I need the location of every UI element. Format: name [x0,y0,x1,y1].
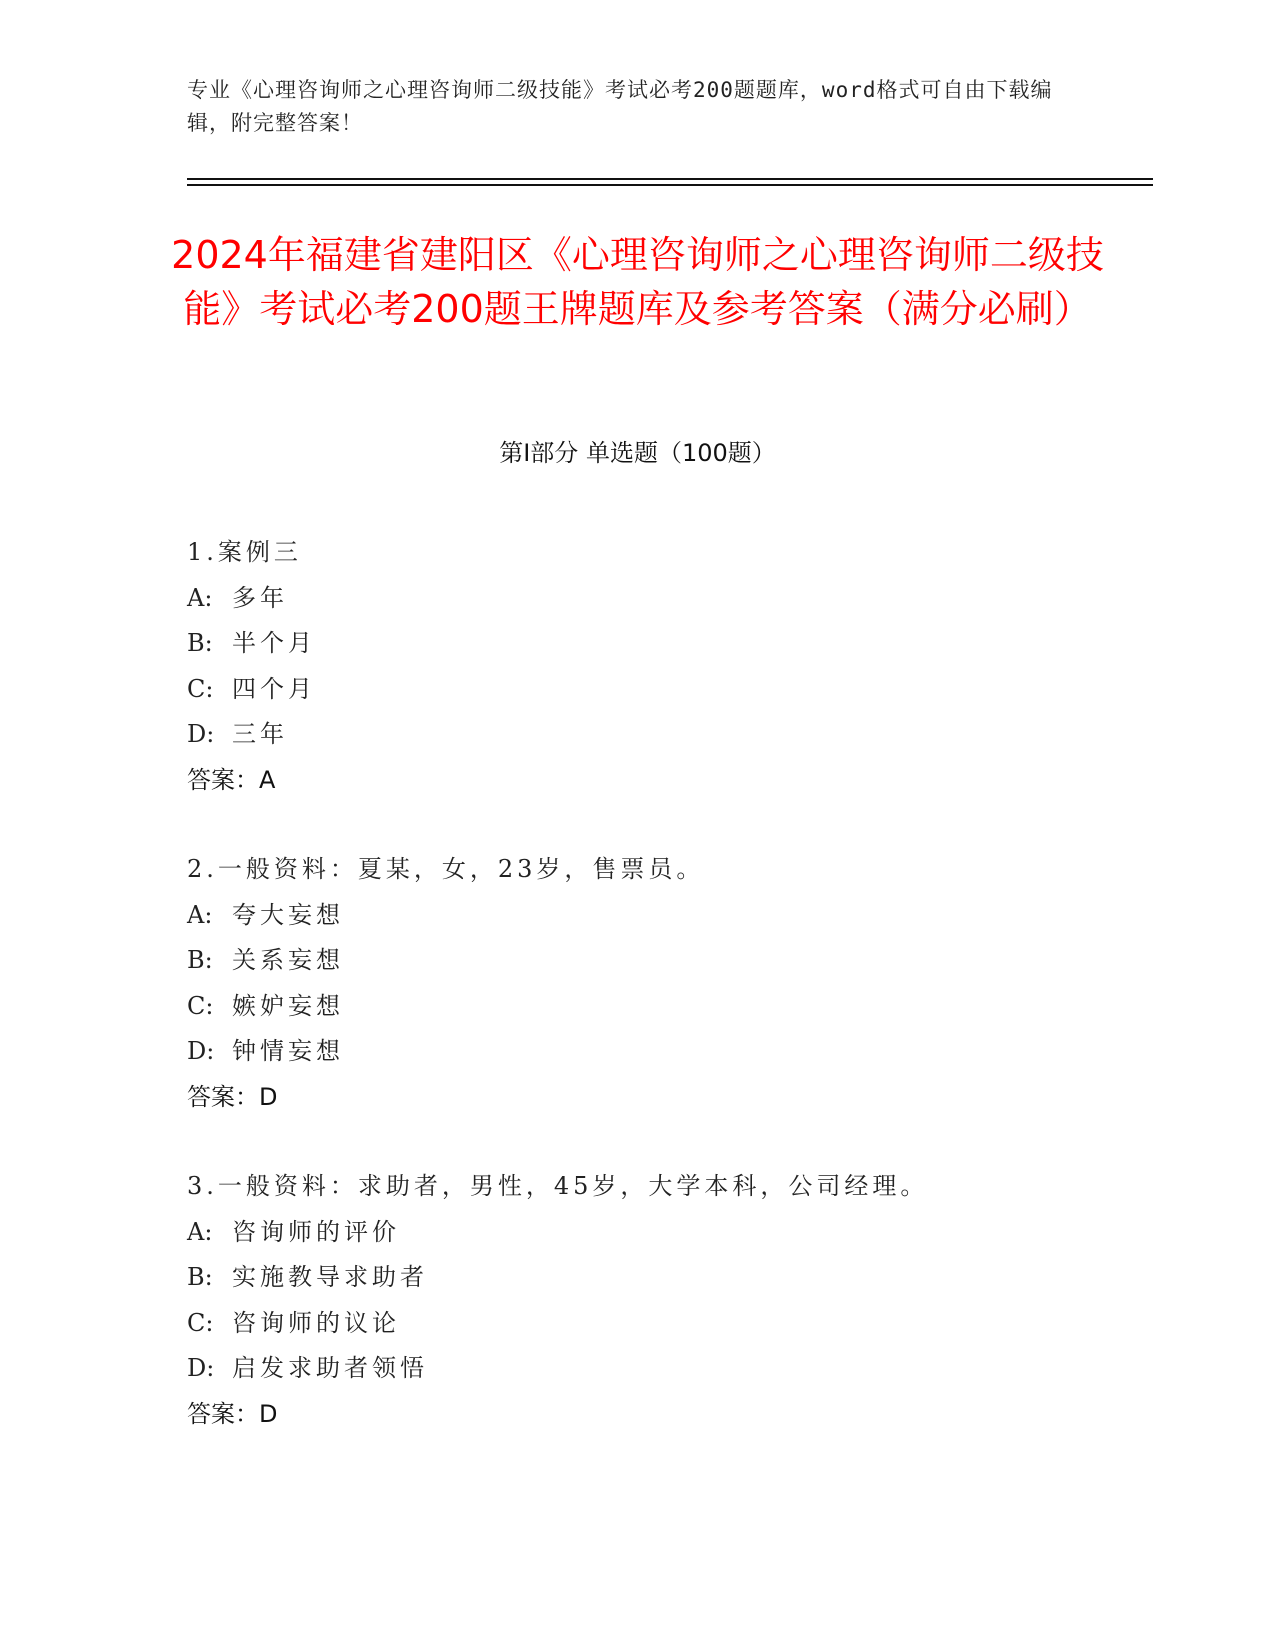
document-title: 2024年福建省建阳区《心理咨询师之心理咨询师二级技能》考试必考200题王牌题库及参考答案（满分必刷） [171,233,1104,331]
option-a [187,576,1147,622]
option-key: D: [187,1354,215,1382]
header-note: 专业《心理咨询师之心理咨询师二级技能》考试必考200题题库，word格式可自由下载编辑，附完整答案！ [187,78,1053,135]
option-key: A: [187,583,213,612]
answer-line: 答案：D [187,1082,278,1111]
option-key: B: [187,1263,213,1291]
option-text: 夸大妄想 [232,900,344,929]
option-text: 多年 [232,583,288,612]
question-3 [187,1164,1147,1437]
option-c [187,984,1147,1030]
option-d [187,712,1147,758]
option-text: 半个月 [232,629,316,657]
option-key: C: [187,991,214,1020]
option-key: B: [187,946,213,974]
option-text: 嫉妒妄想 [232,991,344,1020]
question-2 [187,847,1147,1120]
option-text: 关系妄想 [232,946,344,974]
option-b [187,1255,1147,1301]
option-key: C: [187,674,214,703]
answer-line: 答案：D [187,1399,278,1428]
header-rule-top [187,178,1153,180]
header-rule-bottom [187,184,1153,186]
option-key: A: [187,900,213,929]
option-c [187,667,1147,713]
option-a [187,893,1147,939]
question-1 [187,530,1147,803]
question-list [187,530,1147,1481]
option-a [187,1210,1147,1256]
answer-line: 答案：A [187,765,276,794]
question-stem: 2.一般资料：夏某，女，23岁，售票员。 [187,855,705,883]
option-d [187,1346,1147,1392]
option-text: 咨询师的评价 [232,1217,400,1246]
option-text: 四个月 [232,674,316,703]
option-text: 咨询师的议论 [232,1308,400,1337]
option-b [187,938,1147,984]
section-heading: 第Ⅰ部分 单选题（100题） [499,439,776,467]
option-key: B: [187,629,213,657]
option-text: 三年 [232,720,288,748]
option-key: D: [187,720,215,748]
option-key: C: [187,1308,214,1337]
option-text: 启发求助者领悟 [232,1354,428,1382]
option-key: D: [187,1037,215,1065]
option-key: A: [187,1217,213,1246]
question-stem: 1.案例三 [187,538,302,566]
option-d [187,1029,1147,1075]
option-c [187,1301,1147,1347]
option-b [187,621,1147,667]
option-text: 实施教导求助者 [232,1263,428,1291]
option-text: 钟情妄想 [232,1037,344,1065]
question-stem: 3.一般资料：求助者，男性，45岁，大学本科，公司经理。 [187,1172,929,1200]
